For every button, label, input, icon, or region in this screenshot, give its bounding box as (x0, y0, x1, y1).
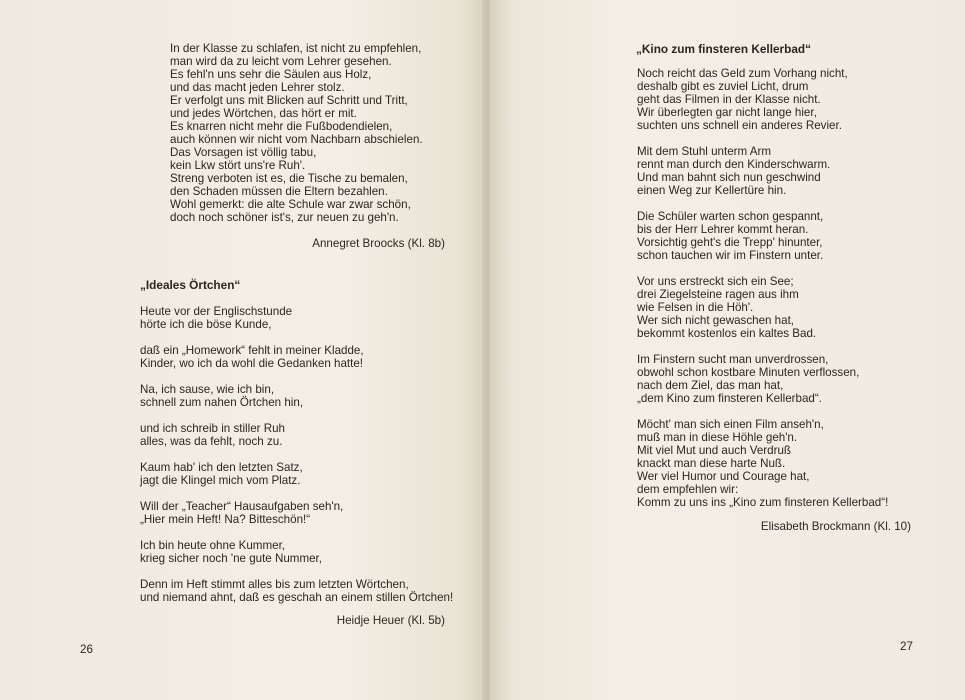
poem-line: Will der „Teacher“ Hausaufgaben seh'n, (140, 500, 344, 513)
stanza-gap (140, 331, 453, 344)
poem-line: Und man bahnt sich nun geschwind (637, 171, 821, 184)
poem-line: bekommt kostenlos ein kaltes Bad. (637, 327, 817, 340)
poem-line: Wohl gemerkt: die alte Schule war zwar schön, (170, 198, 411, 211)
poem-1-body (170, 42, 423, 224)
poem-line: Mit dem Stuhl unterm Arm (637, 145, 772, 158)
poem-line: „Hier mein Heft! Na? Bitteschön!“ (140, 513, 311, 526)
stanza-gap (637, 132, 888, 145)
poem-line: Im Finstern sucht man unverdrossen, (637, 353, 829, 366)
poem-line: einen Weg zur Kellertüre hin. (637, 184, 787, 197)
stanza-gap (637, 340, 888, 353)
stanza-gap (140, 409, 453, 422)
poem-line: Kaum hab' ich den letzten Satz, (140, 461, 303, 474)
poem-line: „dem Kino zum finsteren Kellerbad“. (637, 392, 822, 405)
poem-line: doch noch schöner ist's, zur neuen zu geh'n. (170, 211, 399, 224)
poem-line: obwohl schon kostbare Minuten verflossen, (637, 366, 860, 379)
poem-line: Denn im Heft stimmt alles bis zum letzten Wörtchen, (140, 578, 409, 591)
poem-line: rennt man durch den Kinderschwarm. (637, 158, 831, 171)
poem-line: hörte ich die böse Kunde, (140, 318, 272, 331)
poem-line: und niemand ahnt, daß es geschah an einem stillen Örtchen! (140, 591, 454, 604)
poem-line: bis der Herr Lehrer kommt heran. (637, 223, 809, 236)
poem-line: Vorsichtig geht's die Trepp' hinunter, (637, 236, 823, 249)
poem-3-author: Elisabeth Brockmann (Kl. 10) (760, 520, 911, 533)
poem-line: suchten uns schnell ein anderes Revier. (637, 119, 842, 132)
poem-line: kein Lkw stört uns're Ruh'. (170, 159, 306, 172)
poem-line: jagt die Klingel mich vom Platz. (140, 474, 301, 487)
poem-line: Wer viel Humor und Courage hat, (637, 470, 810, 483)
poem-line: den Schaden müssen die Eltern bezahlen. (170, 185, 388, 198)
stanza-gap (140, 448, 453, 461)
poem-line: Es knarren nicht mehr die Fußbodendielen, (170, 120, 393, 133)
poem-line: Wer sich nicht gewaschen hat, (637, 314, 795, 327)
poem-line: Vor uns erstreckt sich ein See; (637, 275, 794, 288)
poem-line: Kinder, wo ich da wohl die Gedanken hatte! (140, 357, 364, 370)
poem-line: wie Felsen in die Höh'. (637, 301, 754, 314)
poem-line: In der Klasse zu schlafen, ist nicht zu empfehlen, (170, 42, 422, 55)
poem-line: Komm zu uns ins „Kino zum finsteren Kellerbad“! (637, 496, 889, 509)
stanza-gap (637, 405, 888, 418)
poem-line: Es fehl'n uns sehr die Säulen aus Holz, (170, 68, 372, 81)
poem-line: Na, ich sause, wie ich bin, (140, 383, 275, 396)
poem-line: Ich bin heute ohne Kummer, (140, 539, 286, 552)
stanza-gap (637, 262, 888, 275)
stanza-gap (140, 370, 453, 383)
poem-2-body (140, 305, 453, 604)
poem-line: und das macht jeden Lehrer stolz. (170, 81, 345, 94)
poem-3-body (637, 67, 888, 509)
poem-line: Mit viel Mut und auch Verdruß (637, 444, 792, 457)
poem-2-title: „Ideales Örtchen“ (140, 278, 241, 292)
poem-line: Streng verboten ist es, die Tische zu bemalen, (170, 172, 408, 185)
stanza-gap (140, 565, 453, 578)
poem-line: geht das Filmen in der Klasse nicht. (637, 93, 821, 106)
page-number-right: 27 (900, 640, 913, 653)
poem-line: Noch reicht das Geld zum Vorhang nicht, (637, 67, 848, 80)
poem-line: und ich schreib in stiller Ruh (140, 422, 285, 435)
poem-line: alles, was da fehlt, noch zu. (140, 435, 283, 448)
poem-line: dem empfehlen wir: (637, 483, 739, 496)
poem-line: schon tauchen wir im Finstern unter. (637, 249, 824, 262)
poem-line: nach dem Ziel, das man hat, (637, 379, 784, 392)
poem-line: drei Ziegelsteine ragen aus ihm (637, 288, 799, 301)
right-page (490, 0, 965, 700)
poem-line: krieg sicher noch 'ne gute Nummer, (140, 552, 323, 565)
poem-line: man wird da zu leicht vom Lehrer gesehen. (170, 55, 392, 68)
poem-1-author: Annegret Broocks (Kl. 8b) (312, 237, 445, 250)
poem-line: und jedes Wörtchen, das hört er mit. (170, 107, 357, 120)
poem-line: Möcht' man sich einen Film anseh'n, (637, 418, 824, 431)
poem-line: schnell zum nahen Örtchen hin, (140, 396, 304, 409)
poem-line: knackt man diese harte Nuß. (637, 457, 786, 470)
poem-2-author: Heidje Heuer (Kl. 5b) (336, 614, 445, 627)
poem-line: deshalb gibt es zuviel Licht, drum (637, 80, 809, 93)
poem-line: auch können wir nicht vom Nachbarn abschielen. (170, 133, 423, 146)
poem-line: Er verfolgt uns mit Blicken auf Schritt und Tritt, (170, 94, 408, 107)
poem-line: Wir überlegten gar nicht lange hier, (637, 106, 817, 119)
poem-line: muß man in diese Höhle geh'n. (637, 431, 798, 444)
poem-3-title: „Kino zum finsteren Kellerbad“ (636, 42, 812, 56)
stanza-gap (140, 487, 453, 500)
poem-line: daß ein „Homework“ fehlt in meiner Kladde, (140, 344, 364, 357)
poem-line: Die Schüler warten schon gespannt, (637, 210, 824, 223)
poem-line: Heute vor der Englischstunde (140, 305, 293, 318)
stanza-gap (140, 526, 453, 539)
page-number-left: 26 (80, 643, 93, 656)
stanza-gap (637, 197, 888, 210)
poem-line: Das Vorsagen ist völlig tabu, (170, 146, 317, 159)
